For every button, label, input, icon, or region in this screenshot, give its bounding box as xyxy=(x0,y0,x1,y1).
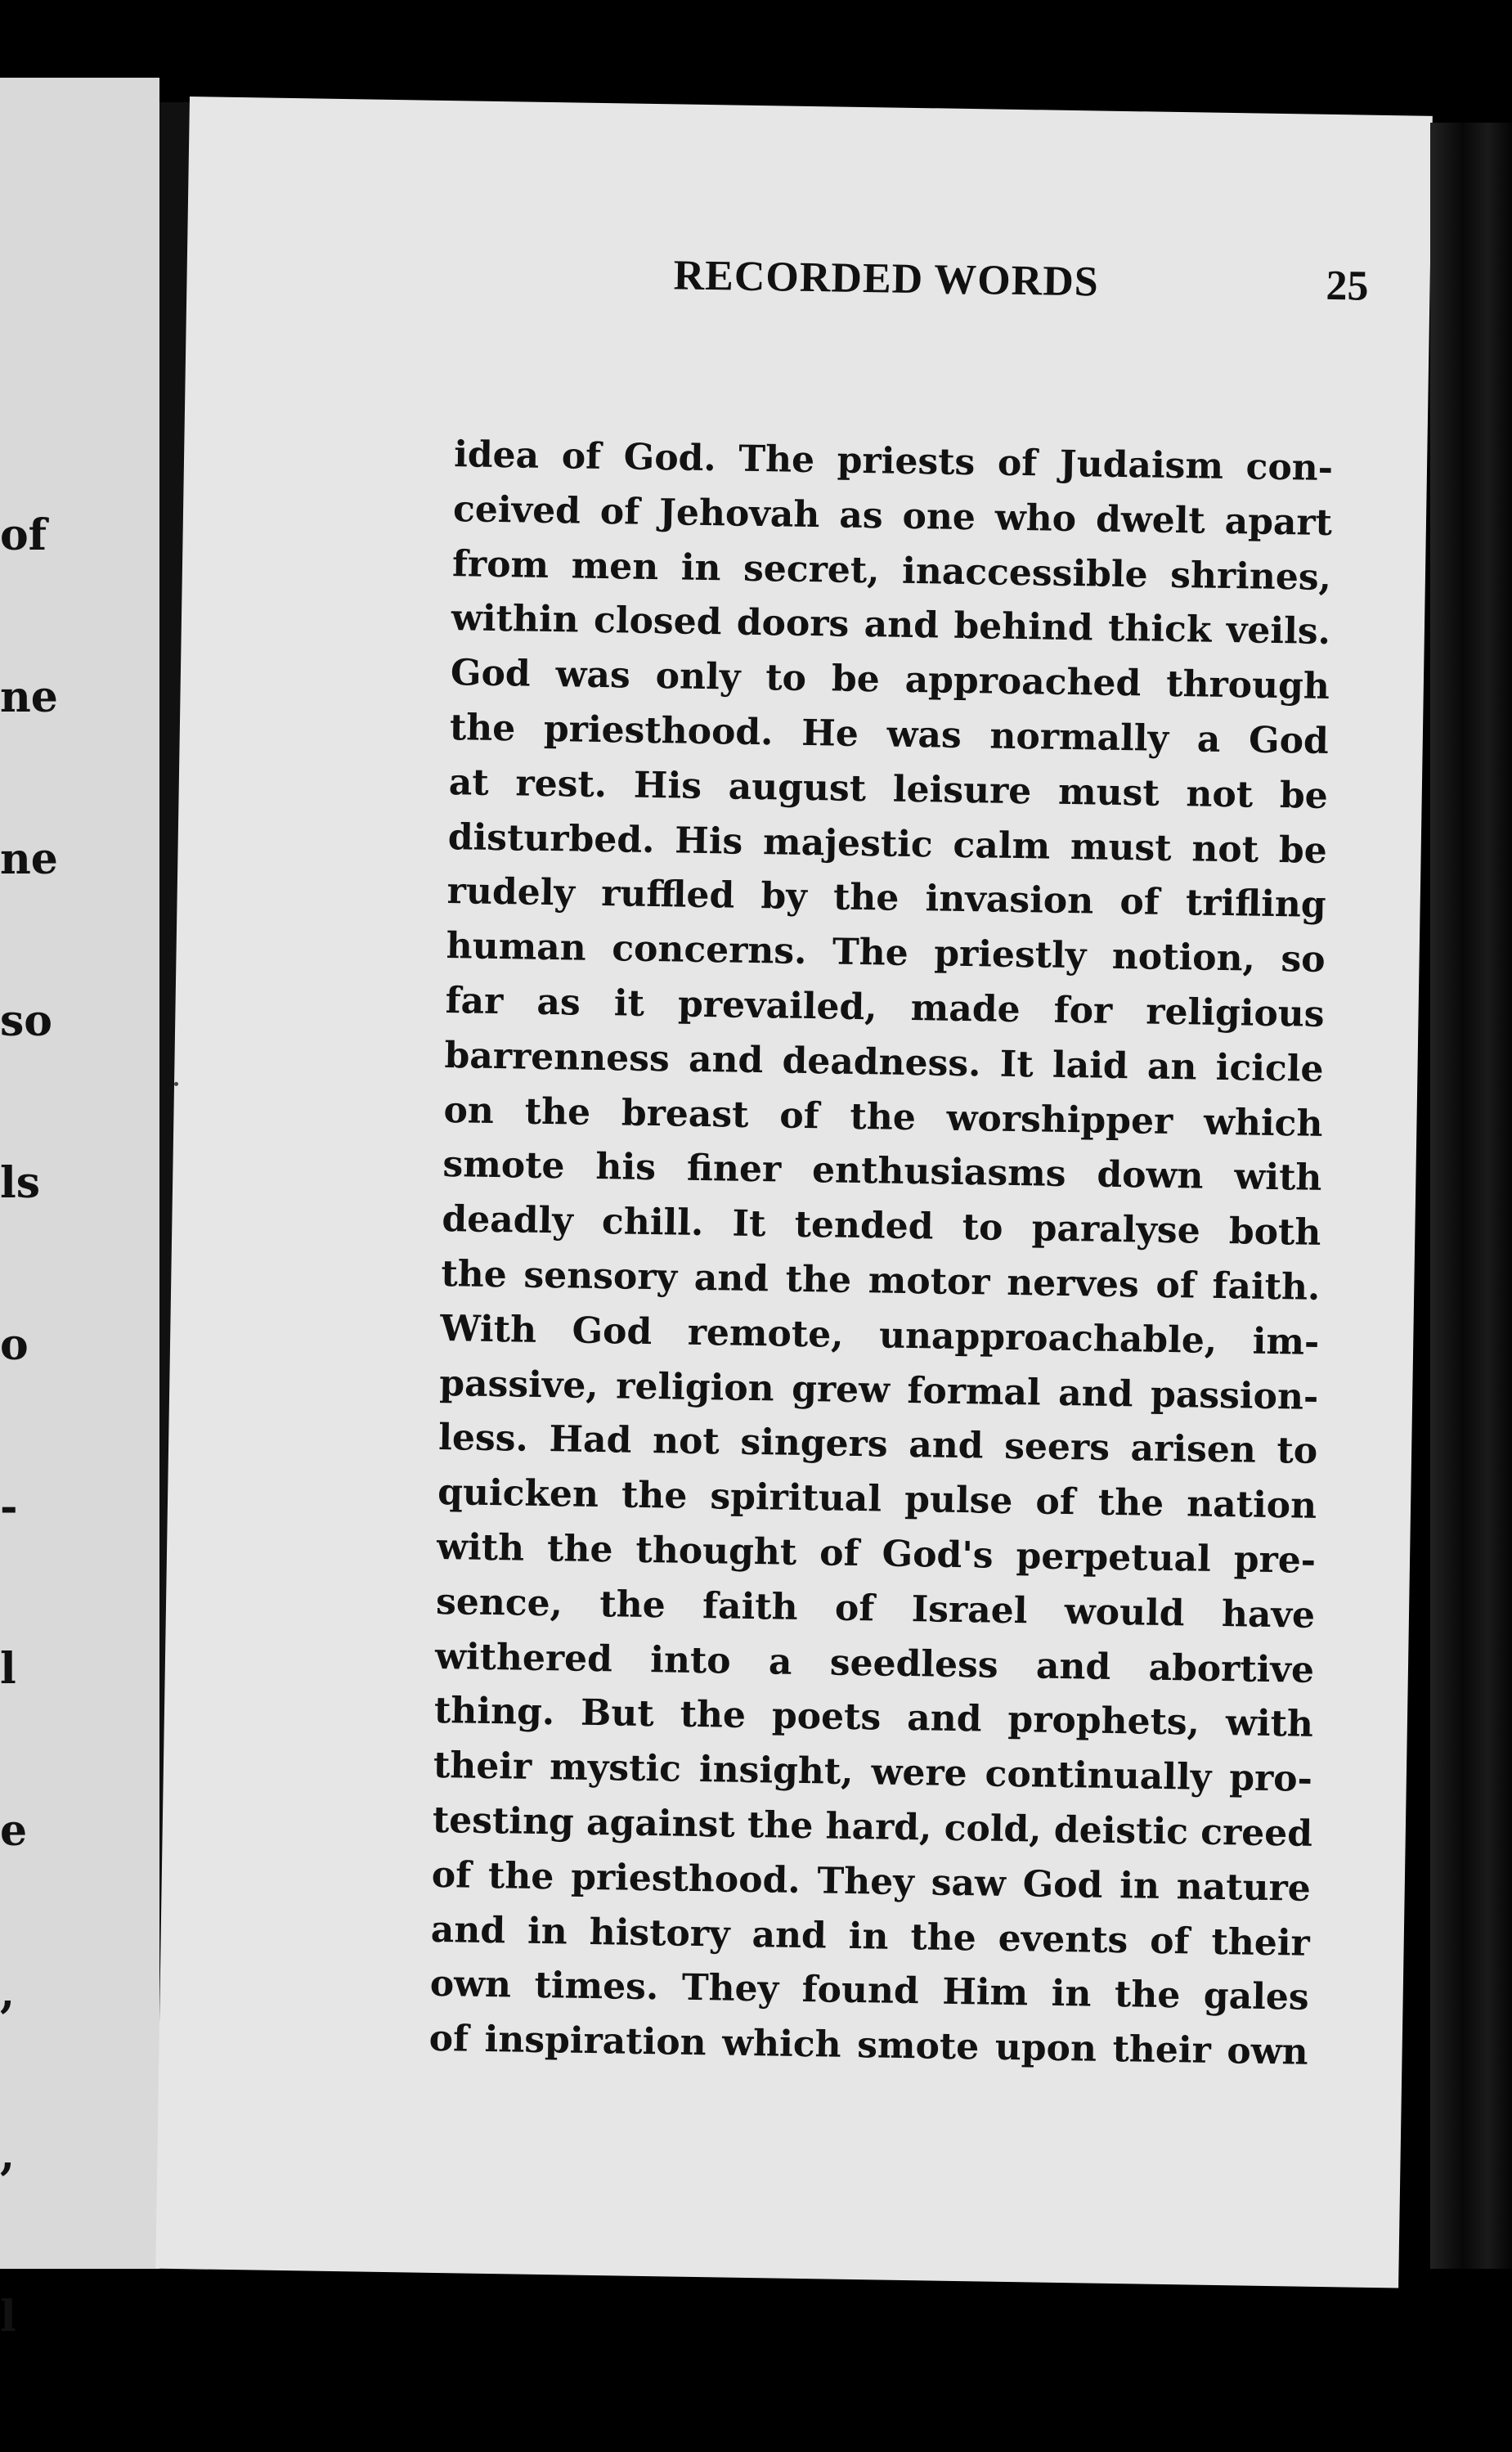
text-line: with the thought of God's perpetual pre- xyxy=(436,1525,1317,1582)
text-line: at rest. His august leisure must not be xyxy=(448,761,1329,817)
text-line: the sensory and the motor nerves of faith. xyxy=(441,1252,1321,1309)
text-line: With God remote, unapproachable, im- xyxy=(439,1307,1320,1363)
facing-page-fragment-text: ne xyxy=(0,834,58,884)
page-stack-edge xyxy=(1430,123,1512,2269)
text-line: from men in secret, inaccessible shrines, xyxy=(451,542,1332,599)
text-line: testing against the hard, cold, deistic creed xyxy=(432,1799,1313,1855)
text-line: passive, religion grew formal and passion- xyxy=(438,1362,1319,1418)
text-line: rudely ruffled by the invasion of trifling xyxy=(446,870,1327,927)
text-line: less. Had not singers and seers arisen to xyxy=(437,1417,1318,1473)
text-line: far as it prevailed, made for religious xyxy=(445,980,1325,1035)
facing-page-fragment-text: so xyxy=(0,996,52,1046)
text-line: own times. They found Him in the gales xyxy=(429,1963,1310,2019)
running-head xyxy=(485,249,1369,328)
running-title: RECORDED WORDS xyxy=(673,252,1100,306)
facing-page-fragment-text: l xyxy=(0,2292,16,2342)
facing-page-fragment-text: , xyxy=(0,2130,16,2180)
text-line: barrenness and deadness. It laid an icicle xyxy=(444,1034,1324,1090)
text-line: smote his finer enthusiasms down with xyxy=(442,1143,1322,1200)
text-line: the priesthood. He was normally a God xyxy=(449,707,1330,762)
facing-page-fragment-text: e xyxy=(0,1806,28,1856)
text-line: their mystic insight, were continually pro- xyxy=(433,1745,1313,1800)
facing-page-fragment-text: , xyxy=(0,1968,16,2018)
text-line: and in history and in the events of their xyxy=(430,1908,1311,1965)
facing-page-fragment-text: o xyxy=(0,1320,29,1370)
book-page xyxy=(155,97,1433,2288)
text-line: deadly chill. It tended to paralyse both xyxy=(442,1198,1321,1255)
text-line: quicken the spiritual pulse of the nation xyxy=(437,1471,1317,1527)
text-line: disturbed. His majestic calm must not be xyxy=(447,815,1328,872)
facing-page-text xyxy=(0,401,58,2452)
text-line: of inspiration which smote upon their own xyxy=(428,2018,1309,2073)
facing-page-fragment-text: - xyxy=(0,1482,18,1532)
text-line: God was only to be approached through xyxy=(450,652,1330,708)
text-line: human concerns. The priestly notion, so xyxy=(446,925,1326,981)
page-number: 25 xyxy=(1326,262,1369,310)
facing-page-fragment-text: ne xyxy=(0,672,58,722)
page-body-text xyxy=(428,428,1333,2081)
facing-page-fragment-text: of xyxy=(0,510,47,560)
facing-page-fragment-text: ls xyxy=(0,1158,41,1208)
paper-speck xyxy=(174,1082,178,1086)
text-line: sence, the faith of Israel would have xyxy=(435,1580,1316,1637)
text-line: thing. But the poets and prophets, with xyxy=(433,1690,1314,1746)
text-line: idea of God. The priests of Judaism con- xyxy=(453,433,1334,490)
text-line: within closed doors and behind thick veils. xyxy=(451,597,1331,653)
text-line: of the priesthood. They saw God in nature xyxy=(431,1853,1312,1910)
text-line: on the breast of the worshipper which xyxy=(443,1089,1323,1145)
facing-page-fragment xyxy=(0,78,159,2342)
text-line: ceived of Jehovah as one who dwelt apart xyxy=(452,487,1333,544)
facing-page-fragment-text: l xyxy=(0,1644,16,1694)
text-line: withered into a seedless and abortive xyxy=(434,1635,1315,1691)
